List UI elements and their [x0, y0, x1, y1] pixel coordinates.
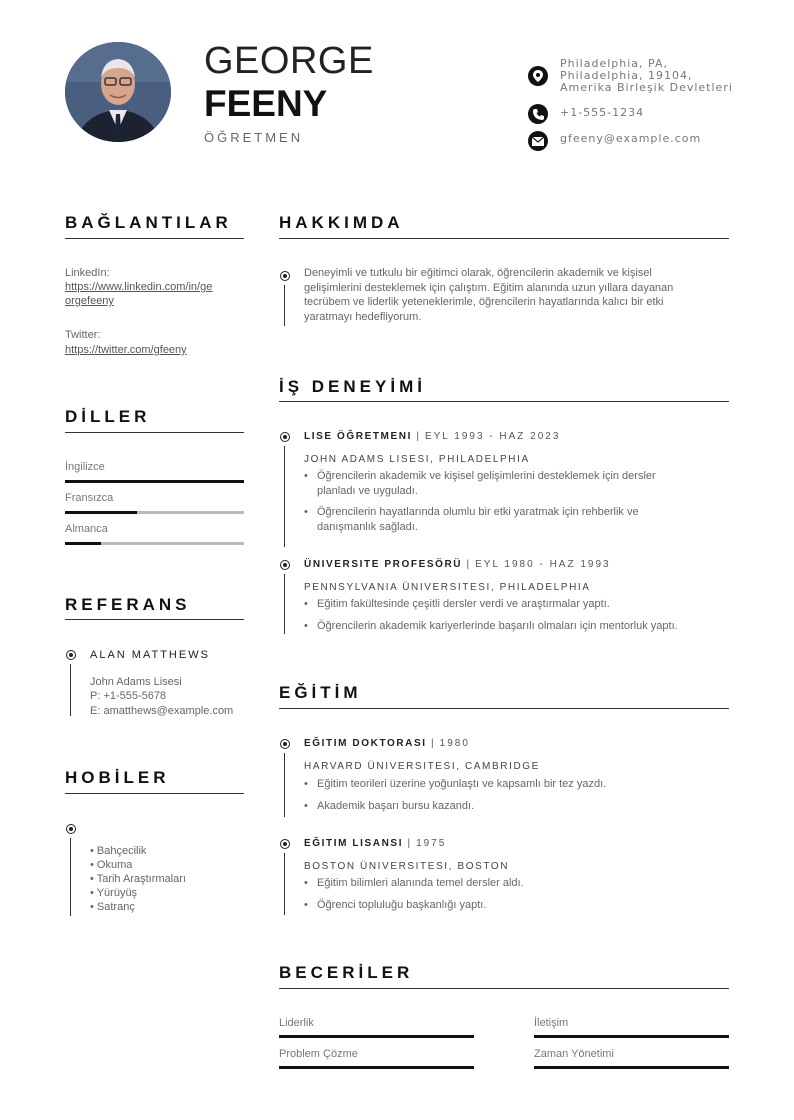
- location-pin-icon: [528, 66, 548, 86]
- about-text: [304, 266, 729, 324]
- portrait-photo-icon: [65, 42, 171, 142]
- twitter-label: Twitter:: [65, 329, 101, 341]
- skill-name: Zaman Yönetimi: [534, 1048, 614, 1060]
- reference-org: John Adams Lisesi: [90, 676, 182, 688]
- hobby-item: • Yürüyüş: [90, 887, 138, 899]
- linkedin-link-line-1[interactable]: https://www.linkedin.com/in/ge: [65, 281, 213, 293]
- hobby-item: • Satranç: [90, 901, 135, 913]
- reference-name: ALAN MATTHEWS: [90, 649, 210, 661]
- bullet-marker: •: [304, 470, 308, 482]
- job-bullet: [317, 469, 727, 498]
- hobbies-list: [90, 844, 186, 914]
- job-date: EYL 1993 - HAZ 2023: [424, 431, 561, 442]
- last-name: FEENY: [204, 83, 328, 124]
- hobby-item: • Tarih Araştırmaları: [90, 873, 186, 885]
- timeline-dot-icon: [66, 824, 76, 834]
- phone-icon: [528, 104, 548, 124]
- about-line: gelişimlerini desteklemek için çalıştım. Eğitim alanında uzun yıllara dayanan: [304, 281, 674, 294]
- job-bullet: Eğitim fakültesinde çeşitli dersler verdi ve araştırmalar yaptı.: [317, 598, 610, 610]
- skill-bar: [279, 1035, 474, 1038]
- address-text: [560, 58, 733, 94]
- skill-name: Problem Çözme: [279, 1048, 358, 1060]
- bullet-marker: •: [304, 598, 308, 610]
- timeline-dot-icon: [280, 271, 290, 281]
- education-bullet: Eğitim teorileri üzerine yoğunlaştı ve kapsamlı bir tez yazdı.: [317, 778, 607, 790]
- bullet-marker: •: [304, 620, 308, 632]
- language-bar: [65, 511, 244, 514]
- bullet-marker: •: [304, 800, 308, 812]
- timeline-line: [284, 285, 285, 326]
- education-bullet: Öğrenci topluluğu başkanlığı yaptı.: [317, 899, 487, 911]
- skill-bar: [279, 1066, 474, 1069]
- timeline-dot-icon: [280, 839, 290, 849]
- job-role: ÜNIVERSITE PROFESÖRÜ: [304, 559, 463, 570]
- about-heading: HAKKIMDA: [279, 213, 404, 232]
- skills-rule: [279, 988, 729, 989]
- job-bullet: Öğrencilerin akademik kariyerlerinde başarılı olmaları için mentorluk yaptı.: [317, 620, 678, 632]
- bullet-marker: •: [304, 877, 308, 889]
- address-line-3: Amerika Birleşik Devletleri: [560, 81, 733, 94]
- languages-heading: DİLLER: [65, 407, 151, 426]
- skill-name: İletişim: [534, 1017, 569, 1029]
- address-line-1: Philadelphia, PA,: [560, 57, 668, 70]
- links-heading: BAĞLANTILAR: [65, 213, 232, 232]
- separator: |: [466, 559, 471, 570]
- language-bar-fill: [65, 542, 101, 545]
- references-heading: REFERANS: [65, 595, 191, 614]
- separator: |: [416, 431, 421, 442]
- envelope-icon: [528, 131, 548, 151]
- experience-heading: İŞ DENEYİMİ: [279, 377, 426, 396]
- reference-email: E: amatthews@example.com: [90, 705, 234, 717]
- timeline-line: [70, 664, 71, 716]
- language-name: Almanca: [65, 523, 108, 535]
- bullet-marker: •: [304, 778, 308, 790]
- timeline-dot-icon: [280, 739, 290, 749]
- hobbies-heading: HOBİLER: [65, 768, 170, 787]
- email-text[interactable]: gfeeny@example.com: [560, 132, 702, 145]
- about-line: yaratmayı hedefliyorum.: [304, 310, 422, 323]
- bullet-marker: •: [304, 506, 308, 518]
- job-title: ÖĞRETMEN: [204, 130, 304, 145]
- address-line-2: Philadelphia, 19104,: [560, 69, 693, 82]
- job-bullet: [317, 505, 727, 534]
- job-org: PENNSYLVANIA ÜNIVERSITESI, PHILADELPHIA: [304, 582, 591, 593]
- job-heading: [304, 431, 560, 442]
- language-bar-fill: [65, 480, 244, 483]
- job-heading: [304, 559, 611, 570]
- job-role: LISE ÖĞRETMENI: [304, 431, 412, 442]
- hobby-item: • Okuma: [90, 859, 133, 871]
- first-name: GEORGE: [204, 40, 374, 82]
- linkedin-label: LinkedIn:: [65, 267, 110, 279]
- skill-bar-fill: [534, 1035, 729, 1038]
- skill-bar: [534, 1066, 729, 1069]
- language-name: Fransızca: [65, 492, 114, 504]
- references-rule: [65, 619, 244, 620]
- job-date: EYL 1980 - HAZ 1993: [475, 559, 611, 570]
- bullet-line: Öğrencilerin hayatlarında olumlu bir etki yaratmak için rehberlik ve: [317, 506, 639, 518]
- timeline-line: [284, 574, 285, 634]
- hobby-item: • Bahçecilik: [90, 845, 147, 857]
- about-rule: [279, 238, 729, 239]
- education-heading: EĞİTİM: [279, 683, 362, 702]
- hobbies-rule: [65, 793, 244, 794]
- language-name: İngilizce: [65, 461, 105, 473]
- timeline-line: [284, 753, 285, 817]
- education-year: 1980: [439, 738, 470, 749]
- skill-bar-fill: [279, 1035, 474, 1038]
- timeline-line: [70, 838, 71, 916]
- degree: EĞITIM DOKTORASI: [304, 738, 427, 749]
- separator: |: [431, 738, 436, 749]
- profile-photo: [65, 42, 171, 142]
- degree: EĞITIM LISANSI: [304, 838, 404, 849]
- timeline-line: [284, 446, 285, 547]
- linkedin-link-line-2[interactable]: orgefeeny: [65, 295, 114, 307]
- reference-phone: P: +1-555-5678: [90, 690, 167, 702]
- skills-heading: BECERİLER: [279, 963, 414, 982]
- timeline-dot-icon: [66, 650, 76, 660]
- skill-bar-fill: [279, 1066, 474, 1069]
- languages-rule: [65, 432, 244, 433]
- skill-name: Liderlik: [279, 1017, 314, 1029]
- education-rule: [279, 708, 729, 709]
- skill-bar: [534, 1035, 729, 1038]
- bullet-line: planladı ve uyguladı.: [317, 484, 418, 497]
- bullet-marker: •: [304, 899, 308, 911]
- language-bar: [65, 542, 244, 545]
- timeline-dot-icon: [280, 432, 290, 442]
- twitter-link[interactable]: https://twitter.com/gfeeny: [65, 344, 187, 356]
- education-bullet: Eğitim bilimleri alanında temel dersler aldı.: [317, 877, 524, 889]
- job-org: JOHN ADAMS LISESI, PHILADELPHIA: [304, 454, 530, 465]
- separator: |: [407, 838, 412, 849]
- timeline-line: [284, 853, 285, 915]
- education-heading-line: [304, 738, 470, 749]
- about-line: tecrübem ve liderlik yeteneklerimle, öğrencilerin hayatlarında kalıcı bir etki: [304, 296, 664, 308]
- language-bar: [65, 480, 244, 483]
- education-year: 1975: [416, 838, 447, 849]
- language-bar-fill: [65, 511, 137, 514]
- bullet-line: danışmanlık sağladı.: [317, 520, 418, 533]
- education-org: HARVARD ÜNIVERSITESI, CAMBRIDGE: [304, 761, 540, 772]
- education-bullet: Akademik başarı bursu kazandı.: [317, 800, 475, 812]
- education-org: BOSTON ÜNIVERSITESI, BOSTON: [304, 861, 510, 872]
- phone-text[interactable]: +1-555-1234: [560, 106, 645, 119]
- links-rule: [65, 238, 244, 239]
- education-heading-line: [304, 838, 446, 849]
- about-line: Deneyimli ve tutkulu bir eğitimci olarak, öğrencilerin akademik ve kişisel: [304, 267, 652, 279]
- skill-bar-fill: [534, 1066, 729, 1069]
- bullet-line: Öğrencilerin akademik ve kişisel gelişimlerini desteklemek için dersler: [317, 470, 656, 482]
- timeline-dot-icon: [280, 560, 290, 570]
- experience-rule: [279, 401, 729, 402]
